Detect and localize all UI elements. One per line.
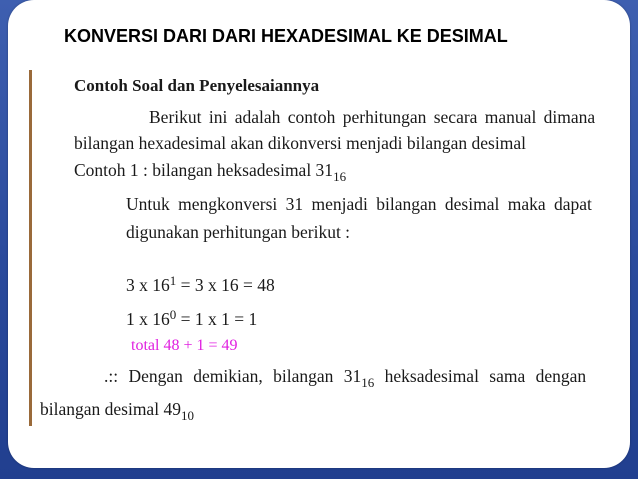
intro-line-1: Berikut ini adalah contoh perhitungan secara manual dimana	[149, 107, 596, 127]
doc-heading: Contoh Soal dan Penyelesaiannya	[74, 76, 320, 95]
slide	[8, 0, 630, 468]
left-rule	[29, 70, 32, 426]
calc1-base: 3 x 16	[126, 275, 170, 295]
calc1-exponent: 1	[169, 273, 177, 288]
slide-title: KONVERSI DARI DARI HEXADESIMAL KE DESIMAL	[64, 26, 508, 46]
calc2-base: 1 x 16	[126, 309, 170, 329]
conclusion-subscript: 16	[361, 375, 375, 390]
conclusion-line	[104, 366, 614, 390]
explain-line-1: Untuk mengkonversi 31 menjadi bilangan desimal maka dapat	[126, 194, 592, 214]
calc-line-2	[126, 309, 257, 330]
conclusion-text: .:: Dengan demikian, bilangan 31	[104, 366, 362, 386]
example-text: Contoh 1 : bilangan heksadesimal 31	[74, 160, 334, 180]
example-label	[74, 160, 347, 184]
example-subscript: 16	[333, 169, 347, 184]
conclusion-tail: heksadesimal sama dengan	[374, 366, 587, 386]
calc2-result: = 1 x 1 = 1	[176, 309, 258, 329]
explain-line-2: digunakan perhitungan berikut :	[126, 222, 351, 242]
final-subscript: 10	[180, 408, 194, 423]
total-line: total 48 + 1 = 49	[131, 337, 238, 354]
calc1-result: = 3 x 16 = 48	[176, 275, 275, 295]
intro-line-2: bilangan hexadesimal akan dikonversi menjadi bilangan desimal	[74, 133, 526, 153]
final-text: bilangan desimal 49	[40, 399, 181, 419]
calc2-exponent: 0	[169, 307, 177, 322]
calc-line-1	[126, 275, 275, 296]
document-image	[18, 70, 618, 426]
final-line	[40, 399, 194, 423]
